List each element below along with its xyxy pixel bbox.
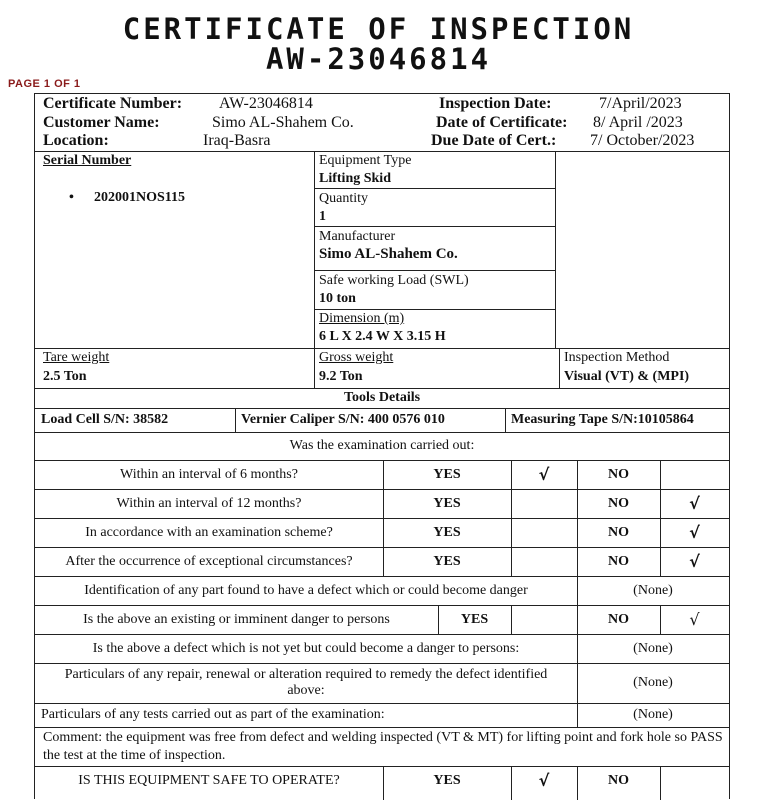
tests-particulars: Particulars of any tests carried out as part of the examination:	[41, 707, 385, 722]
safe-no: NO	[608, 772, 629, 788]
gross-weight-label: Gross weight	[319, 350, 394, 365]
equipment-type-label: Equipment Type	[319, 153, 412, 168]
cert-date-label: Date of Certificate:	[436, 114, 568, 131]
exam-row-exceptional: After the occurrence of exceptional circumstances?	[65, 553, 353, 569]
tool-measuring-tape: Measuring Tape S/N:10105864	[511, 412, 694, 427]
exam-row-scheme: In accordance with an examination scheme?	[85, 524, 333, 540]
exam-row-12-months: Within an interval of 12 months?	[116, 495, 302, 511]
customer-label: Customer Name:	[43, 114, 160, 131]
tools-heading: Tools Details	[343, 390, 421, 405]
tare-weight-value: 2.5 Ton	[43, 369, 87, 384]
exam-row-12-no: NO	[608, 495, 629, 511]
future-danger-question: Is the above a defect which is not yet but could become a danger to persons:	[92, 640, 520, 656]
comment-text: Comment: the equipment was free from defect and welding inspected (VT & MT) for lifting point and fork hole so PASS the test at the time of inspection.	[43, 730, 723, 763]
due-date-label: Due Date of Cert.:	[431, 132, 557, 149]
customer-value: Simo AL-Shahem Co.	[212, 114, 354, 131]
gross-weight-value: 9.2 Ton	[319, 369, 363, 384]
exam-row-scheme-no: NO	[608, 524, 629, 540]
inspection-date-label: Inspection Date:	[439, 95, 552, 112]
inspection-method-label: Inspection Method	[564, 350, 670, 365]
danger-no: NO	[608, 611, 629, 627]
safe-to-operate-question: IS THIS EQUIPMENT SAFE TO OPERATE?	[78, 772, 340, 788]
exam-row-exceptional-no: NO	[608, 553, 629, 569]
danger-yes: YES	[460, 611, 489, 627]
swl-value: 10 ton	[319, 291, 356, 306]
serial-bullet: •	[69, 190, 74, 205]
exam-row-6-no: NO	[608, 466, 629, 482]
safe-yes-check: √	[538, 770, 550, 790]
inspection-method-value: Visual (VT) & (MPI)	[564, 369, 690, 384]
future-danger-value: (None)	[633, 640, 673, 656]
safe-yes: YES	[433, 772, 461, 788]
certificate-frame	[34, 93, 730, 799]
exam-row-6-months: Within an interval of 6 months?	[120, 466, 298, 482]
exam-row-6-yes-check: √	[538, 464, 550, 484]
tests-particulars-value: (None)	[633, 707, 673, 722]
repair-particulars: Particulars of any repair, renewal or alteration required to remedy the defect identified above:	[64, 667, 548, 698]
certificate-id-title: AW-23046814	[265, 42, 492, 76]
location-value: Iraq-Basra	[203, 132, 271, 149]
danger-no-check: √	[689, 609, 700, 629]
manufacturer-label: Manufacturer	[319, 229, 396, 244]
defect-identification: Identification of any part found to have a defect which or could become danger	[84, 582, 528, 598]
exam-row-12-yes: YES	[433, 495, 461, 511]
serial-label: Serial Number	[43, 153, 132, 168]
exam-row-scheme-no-check: √	[689, 522, 700, 542]
exam-row-scheme-yes: YES	[433, 524, 461, 540]
exam-row-6-yes: YES	[433, 466, 461, 482]
repair-particulars-value: (None)	[633, 675, 673, 690]
manufacturer-value: Simo AL-Shahem Co.	[319, 246, 458, 262]
document-title: CERTIFICATE OF INSPECTION	[122, 12, 635, 46]
inspection-date-value: 7/April/2023	[599, 95, 682, 112]
quantity-label: Quantity	[319, 191, 368, 206]
dimension-value: 6 L X 2.4 W X 3.15 H	[319, 329, 446, 344]
tool-vernier-caliper: Vernier Caliper S/N: 400 0576 010	[241, 412, 445, 427]
dimension-label: Dimension (m)	[319, 311, 405, 326]
exam-question: Was the examination carried out:	[289, 438, 475, 453]
cert-number-label: Certificate Number:	[43, 95, 183, 112]
due-date-value: 7/ October/2023	[590, 132, 695, 149]
defect-identification-value: (None)	[633, 582, 673, 598]
location-label: Location:	[43, 132, 109, 149]
cert-date-value: 8/ April /2023	[593, 114, 683, 131]
tool-load-cell: Load Cell S/N: 38582	[41, 412, 169, 427]
swl-label: Safe working Load (SWL)	[319, 273, 469, 288]
tare-weight-label: Tare weight	[43, 350, 110, 365]
cert-number-value: AW-23046814	[219, 95, 313, 112]
serial-value: 202001NOS115	[94, 190, 186, 205]
equipment-type-value: Lifting Skid	[319, 171, 391, 186]
page-label: PAGE 1 OF 1	[8, 78, 81, 90]
quantity-value: 1	[319, 209, 326, 224]
exam-row-exceptional-yes: YES	[433, 553, 461, 569]
exam-row-12-no-check: √	[689, 493, 700, 513]
danger-question: Is the above an existing or imminent danger to persons	[83, 611, 390, 627]
exam-row-exceptional-no-check: √	[689, 551, 700, 571]
